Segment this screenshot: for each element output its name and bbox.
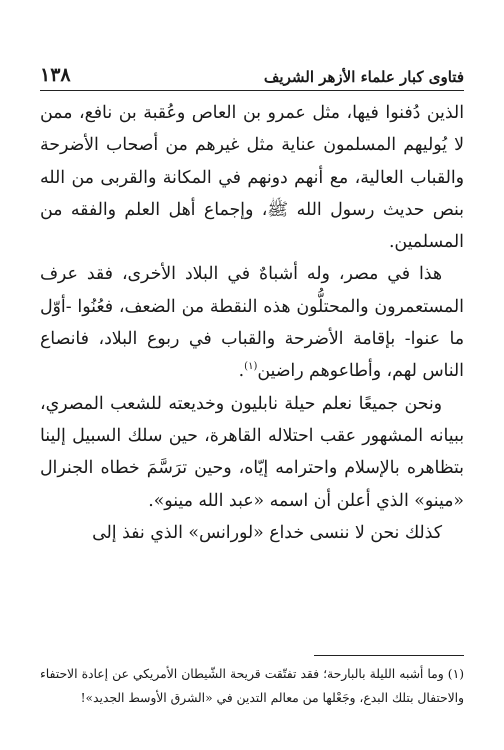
footnote-divider <box>314 655 464 656</box>
page-number: ١٣٨ <box>40 64 71 86</box>
paragraph-1 <box>40 97 464 258</box>
paragraph-text: ونحن جميعًا نعلم حيلة نابليون وخديعته للشعب المصري، ببيانه المشهور عقب احتلاله القاهرة، حين سلك السبيل إلينا بتظاهره بالإسلام واحترامه إيّاه، وحين ترَسَّمَ خطاه الجنرال «مينو» الذي أعلن أن اسمه «عبد الله مينو». <box>40 393 464 511</box>
paragraph-3 <box>40 388 464 517</box>
paragraph-end-punctuation: . <box>238 361 245 382</box>
footnotes <box>40 662 464 710</box>
paragraph-text: الذين دُفنوا فيها، مثل عمرو بن العاص وعُقبة بن نافع، ممن لا يُوليهم المسلمون عناية مثل غيرهم من أصحاب الأضرحة والقباب العالية، مع أنهم دونهم في المكانة والقربى من الله بنص حديث رسول الله ﷺ، وإجماع أهل العلم والفقه من المسلمين. <box>40 103 464 253</box>
footnote-1: (١) وما أشبه الليلة بالبارحة؛ فقد تفتّقت قريحة الشّيطان الأمريكي عن إعادة الاحتفاء والاحتفال بتلك البدع، وجَعْلها من معالم التدين في «الشرق الأوسط الجديد»! <box>40 667 464 705</box>
paragraph-4 <box>40 517 464 549</box>
running-title: فتاوى كبار علماء الأزهر الشريف <box>263 68 464 86</box>
paragraph-text: هذا في مصر، وله أشباهٌ في البلاد الأخرى، فقد عرف المستعمرون والمحتلُّون هذه النقطة من الضعف، فعُنُوا -أوّل ما عنوا- بإقامة الأضرحة والقباب في ربوع البلاد، فانصاع الناس لهم، وأطاعوهم راضين <box>40 264 464 382</box>
paragraph-text: كذلك نحن لا ننسى خداع «لورانس» الذي نفذ إلى <box>92 522 442 543</box>
paragraph-2 <box>40 258 464 387</box>
footnote-reference[interactable]: (١) <box>244 361 258 373</box>
header-divider <box>40 90 464 91</box>
page-header <box>40 64 464 86</box>
main-text <box>40 97 464 549</box>
